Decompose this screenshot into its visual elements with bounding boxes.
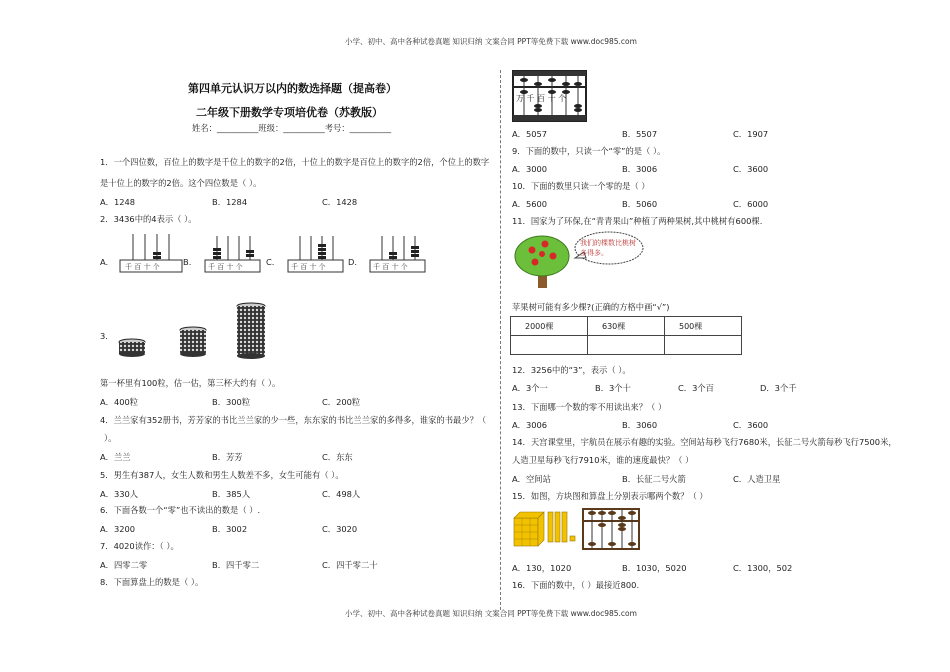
student-info: 姓名：__________班级：__________考号：__________ <box>192 123 392 133</box>
abacus-icon <box>370 236 425 272</box>
q3-label: 3． <box>100 331 114 341</box>
q1-option-b[interactable]: B．1284 <box>212 197 248 207</box>
check-cell-2000[interactable] <box>511 336 588 355</box>
q4-line1: 4．兰兰家有352册书，芳芳家的书比兰兰家的少一些，东东家的书比兰兰家的多得多，谁家的书最少？（ <box>100 415 487 425</box>
page-footer: 小学、初中、高中各种试卷真题 知识归纳 文案合同 PPT等免费下载 www.doc985.com <box>345 609 637 618</box>
table-header-2000: 2000棵 <box>511 317 588 336</box>
q11-answer-table <box>510 316 742 355</box>
q1-line1: 1．一个四位数，百位上的数字是千位上的数字的2倍，十位上的数字是百位上的数字的2倍，个位上的数字 <box>100 157 490 167</box>
q7-option-a[interactable]: A．四零二零 <box>100 560 148 570</box>
table-header-500: 500棵 <box>665 317 742 336</box>
q16-text: 16．下面的数中，（ ）最接近800. <box>512 580 640 590</box>
q10-option-a[interactable]: A．5600 <box>512 199 548 209</box>
abacus-place-labels: 万 千 百 十 个 <box>516 94 567 103</box>
page-header: 小学、初中、高中各种试卷真题 知识归纳 文案合同 PPT等免费下载 www.doc985.com <box>345 37 637 46</box>
column-divider <box>500 70 501 610</box>
q12-option-c[interactable]: C．3个百 <box>678 383 714 393</box>
svg-text:千 百 十 个: 千 百 十 个 <box>373 263 408 271</box>
q2-option-c[interactable]: C. <box>266 257 275 267</box>
q7-option-c[interactable]: C．四千零二十 <box>322 560 378 570</box>
speech-bubble-text: 我们的棵数比桃树多得多。 <box>580 239 636 257</box>
q3-option-a[interactable]: A．400粒 <box>100 397 139 407</box>
q5-option-c[interactable]: C．498人 <box>322 489 361 499</box>
q1-option-a[interactable]: A．1248 <box>100 197 136 207</box>
q8-text: 8．下面算盘上的数是（ ）。 <box>100 577 204 587</box>
q13-text: 13．下面哪一个数的零不用读出来？（ ） <box>512 402 667 412</box>
q5-option-b[interactable]: B．385人 <box>212 489 251 499</box>
q13-option-c[interactable]: C．3600 <box>733 420 769 430</box>
title-sub: 二年级下册数学专项培优卷（苏教版） <box>196 106 383 119</box>
q6-text: 6．下面各数一个“零”也不读出的数是（ ）. <box>100 505 261 515</box>
q2-text: 2．3436中的4表示（ ）。 <box>100 214 197 224</box>
q4-option-a[interactable]: A．兰兰 <box>100 452 131 462</box>
table-header-630: 630棵 <box>588 317 665 336</box>
q7-option-b[interactable]: B．四千零二 <box>212 560 260 570</box>
q2-option-a[interactable]: A. <box>100 257 109 267</box>
abacus-icon <box>120 234 182 272</box>
q12-option-d[interactable]: D．3个千 <box>760 383 797 393</box>
q13-option-b[interactable]: B．3060 <box>622 420 658 430</box>
check-cell-500[interactable] <box>665 336 742 355</box>
q14-option-b[interactable]: B．长征二号火箭 <box>622 474 686 484</box>
q3-option-b[interactable]: B．300粒 <box>212 397 251 407</box>
q13-option-a[interactable]: A．3006 <box>512 420 548 430</box>
q10-text: 10．下面的数里只读一个零的是（ ） <box>512 181 650 191</box>
check-cell-630[interactable] <box>588 336 665 355</box>
q8-abacus-image <box>512 70 587 122</box>
q11-text: 11．国家为了环保,在“青青果山”种植了两种果树,其中桃树有600棵. <box>512 216 763 226</box>
q8-option-b[interactable]: B．5507 <box>622 129 658 139</box>
q14-line1: 14．天宫课堂里，宇航员在展示有趣的实验。空间站每秒飞行7680米，长征二号火箭每秒飞行7500米， <box>512 437 897 447</box>
q6-option-a[interactable]: A．3200 <box>100 524 136 534</box>
q2-option-d[interactable]: D. <box>348 257 358 267</box>
q14-option-c[interactable]: C．人造卫星 <box>733 474 781 484</box>
abacus-icon <box>288 236 343 272</box>
q7-text: 7．4020读作：（ ）。 <box>100 541 179 551</box>
q8-option-a[interactable]: A．5057 <box>512 129 548 139</box>
q5-text: 5．男生有387人，女生人数和男生人数差不多，女生可能有（ ）。 <box>100 470 344 480</box>
q15-abacus-image <box>582 508 640 550</box>
q15-option-c[interactable]: C．1300，502 <box>733 563 793 573</box>
q1-line2: 是十位上的数字的2倍。这个四位数是（ ）。 <box>100 178 262 188</box>
cup-icon <box>237 303 265 359</box>
q14-line2: 人造卫星每秒飞行7910米，谁的速度最快？（ ） <box>512 455 694 465</box>
q2-option-b[interactable]: B. <box>183 257 192 267</box>
title-main: 第四单元认识万以内的数选择题（提高卷） <box>188 82 397 95</box>
q11-question: 苹果树可能有多少棵?(正确的方格中画“√”) <box>512 302 670 312</box>
q2-abacus-images <box>115 232 435 277</box>
q12-text: 12．3256中的“3”，表示（ ）。 <box>512 365 631 375</box>
q12-option-a[interactable]: A．3个一 <box>512 383 548 393</box>
svg-text:千 百 十 个: 千 百 十 个 <box>125 263 160 271</box>
q3-text: 第一杯里有100粒，估一估，第三杯大约有（ ）。 <box>100 378 281 388</box>
svg-text:千 百 十 个: 千 百 十 个 <box>208 263 243 271</box>
q1-option-c[interactable]: C．1428 <box>322 197 358 207</box>
q15-option-a[interactable]: A．130，1020 <box>512 563 572 573</box>
q4-option-b[interactable]: B．芳芳 <box>212 452 243 462</box>
q3-cups-image <box>115 300 275 362</box>
q10-option-b[interactable]: B．5060 <box>622 199 658 209</box>
q15-text: 15．如图，方块图和算盘上分别表示哪两个数？（ ） <box>512 491 708 501</box>
cup-icon <box>180 327 206 357</box>
q9-option-c[interactable]: C．3600 <box>733 164 769 174</box>
cup-icon <box>119 339 145 357</box>
q4-option-c[interactable]: C．东东 <box>322 452 353 462</box>
q15-blocks-image <box>512 508 577 550</box>
svg-text:千 百 十 个: 千 百 十 个 <box>291 263 326 271</box>
q9-text: 9．下面的数中，只读一个“零”的是（ ）。 <box>512 146 666 156</box>
q12-option-b[interactable]: B．3个十 <box>595 383 631 393</box>
q6-option-c[interactable]: C．3020 <box>322 524 358 534</box>
q4-line2: ）。 <box>104 433 117 443</box>
q6-option-b[interactable]: B．3002 <box>212 524 248 534</box>
q10-option-c[interactable]: C．6000 <box>733 199 769 209</box>
q8-option-c[interactable]: C．1907 <box>733 129 769 139</box>
q3-option-c[interactable]: C．200粒 <box>322 397 361 407</box>
q14-option-a[interactable]: A．空间站 <box>512 474 551 484</box>
q15-option-b[interactable]: B．1030，5020 <box>622 563 687 573</box>
q9-option-a[interactable]: A．3000 <box>512 164 548 174</box>
q5-option-a[interactable]: A．330人 <box>100 489 139 499</box>
abacus-icon <box>205 236 260 272</box>
q9-option-b[interactable]: B．3006 <box>622 164 658 174</box>
